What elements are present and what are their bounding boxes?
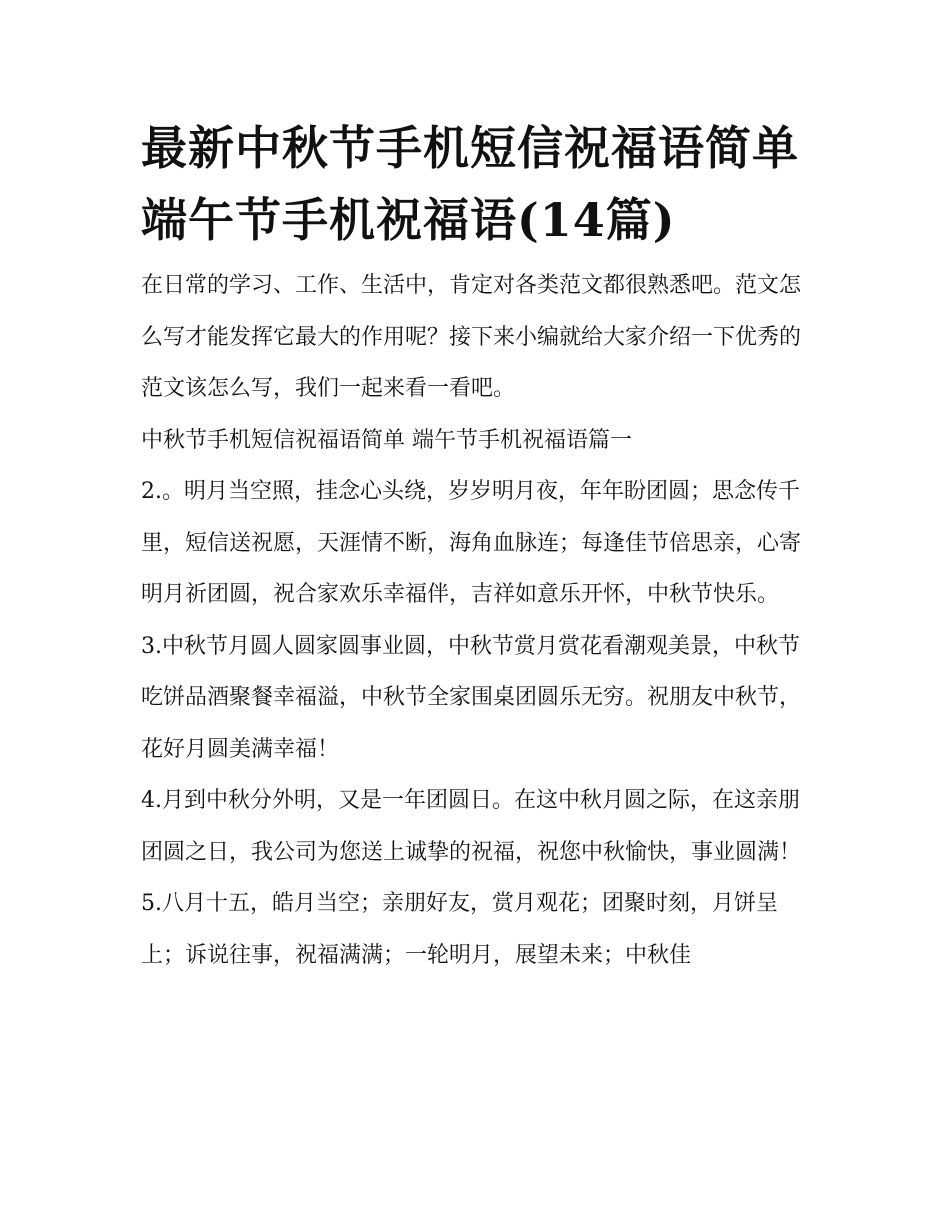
intro-paragraph: 在日常的学习、工作、生活中，肯定对各类范文都很熟悉吧。范文怎么写才能发挥它最大的作用呢？接下来小编就给大家介绍一下优秀的范文该怎么写，我们一起来看一看吧。	[141, 273, 802, 401]
list-item: 4.月到中秋分外明，又是一年团圆日。在这中秋月圆之际，在这亲朋团圆之日，我公司为您送上诚挚的祝福，祝您中秋愉快，事业圆满！	[141, 788, 802, 865]
list-item: 5.八月十五，皓月当空；亲朋好友，赏月观花；团聚时刻，月饼呈上；诉说往事，祝福满满；一轮明月，展望未来；中秋佳	[141, 891, 778, 968]
blessing-list	[141, 466, 817, 981]
document-title: 最新中秋节手机短信祝福语简单 端午节手机祝福语(14篇)	[141, 121, 799, 247]
section-heading: 中秋节手机短信祝福语简单 端午节手机祝福语篇一	[141, 427, 632, 453]
document-page	[141, 112, 817, 981]
list-item: 3.中秋节月圆人圆家圆事业圆，中秋节赏月赏花看潮观美景，中秋节吃饼品酒聚餐幸福溢，中秋节全家围桌团圆乐无穷。祝朋友中秋节，花好月圆美满幸福！	[141, 633, 802, 762]
list-item: 2.。明月当空照，挂念心头绕，岁岁明月夜，年年盼团圆；思念传千里，短信送祝愿，天涯情不断，海角血脉连；每逢佳节倍思亲，心寄明月祈团圆，祝合家欢乐幸福伴，吉祥如意乐开怀，中秋节快乐。	[141, 479, 802, 607]
